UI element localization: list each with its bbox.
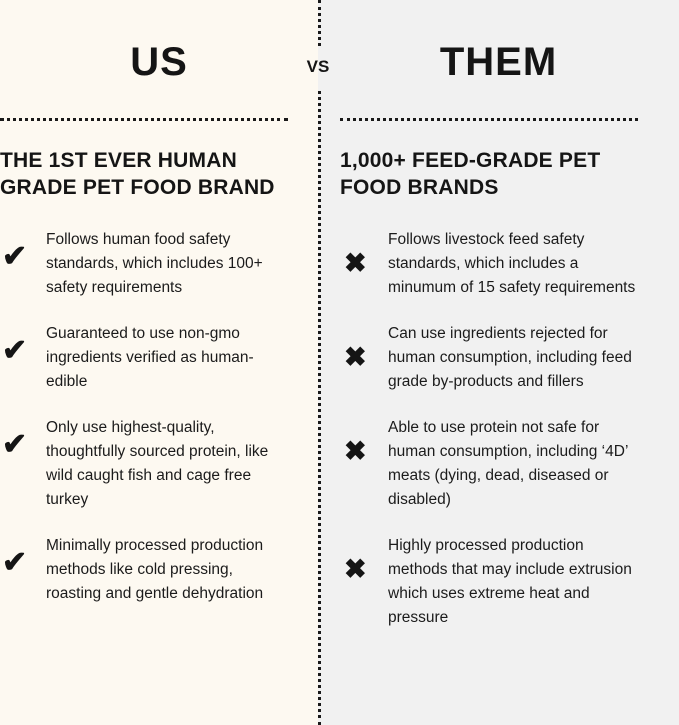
- vs-badge-backdrop: [296, 48, 340, 90]
- divider-us: [0, 118, 288, 121]
- heading-us: US: [130, 40, 188, 84]
- list-item-text: Minimally processed production methods like cold pressing, roasting and gentle dehydration: [46, 537, 264, 603]
- list-item: [332, 534, 652, 630]
- benefit-list-them: [332, 228, 652, 652]
- benefit-list-us: [0, 228, 300, 628]
- list-item-text: Able to use protein not safe for human consumption, including ‘4D’ meats (dying, dead, diseased or disabled): [388, 419, 628, 509]
- divider-them: [340, 118, 638, 121]
- cross-icon: ✖: [344, 554, 367, 585]
- list-item-text: Follows livestock feed safety standards, which includes a minumum of 15 safety requirements: [388, 231, 636, 297]
- list-item-text: Guaranteed to use non-gmo ingredients verified as human-edible: [46, 325, 254, 391]
- list-item-text: Only use highest-quality, thoughtfully sourced protein, like wild caught fish and cage free turkey: [46, 419, 269, 509]
- cross-icon: ✖: [344, 342, 367, 373]
- check-icon: ✔: [2, 428, 28, 462]
- list-item: [332, 322, 652, 394]
- list-item-text: Can use ingredients rejected for human consumption, including feed grade by-products and fillers: [388, 325, 632, 391]
- subheading-us: THE 1ST EVER HUMAN GRADE PET FOOD BRAND: [0, 149, 275, 199]
- check-icon: ✔: [2, 334, 28, 368]
- heading-them: THEM: [439, 40, 558, 84]
- list-item-text: Highly processed production methods that may include extrusion which uses extreme heat and pressure: [388, 537, 632, 627]
- list-item: [0, 416, 300, 512]
- list-item: [0, 534, 300, 606]
- cross-icon: ✖: [344, 248, 367, 278]
- check-icon: ✔: [2, 546, 28, 580]
- cross-icon: ✖: [344, 436, 367, 467]
- list-item: [0, 322, 300, 394]
- list-item: [0, 228, 300, 300]
- heading-vs: VS: [306, 57, 330, 76]
- check-icon: ✔: [2, 240, 28, 273]
- subheading-them: 1,000+ FEED-GRADE PET FOOD BRANDS: [340, 149, 601, 199]
- vertical-dotted-divider: [318, 0, 321, 725]
- list-item: [332, 416, 652, 512]
- list-item: [332, 228, 652, 300]
- list-item-text: Follows human food safety standards, which includes 100+ safety requirements: [46, 231, 263, 297]
